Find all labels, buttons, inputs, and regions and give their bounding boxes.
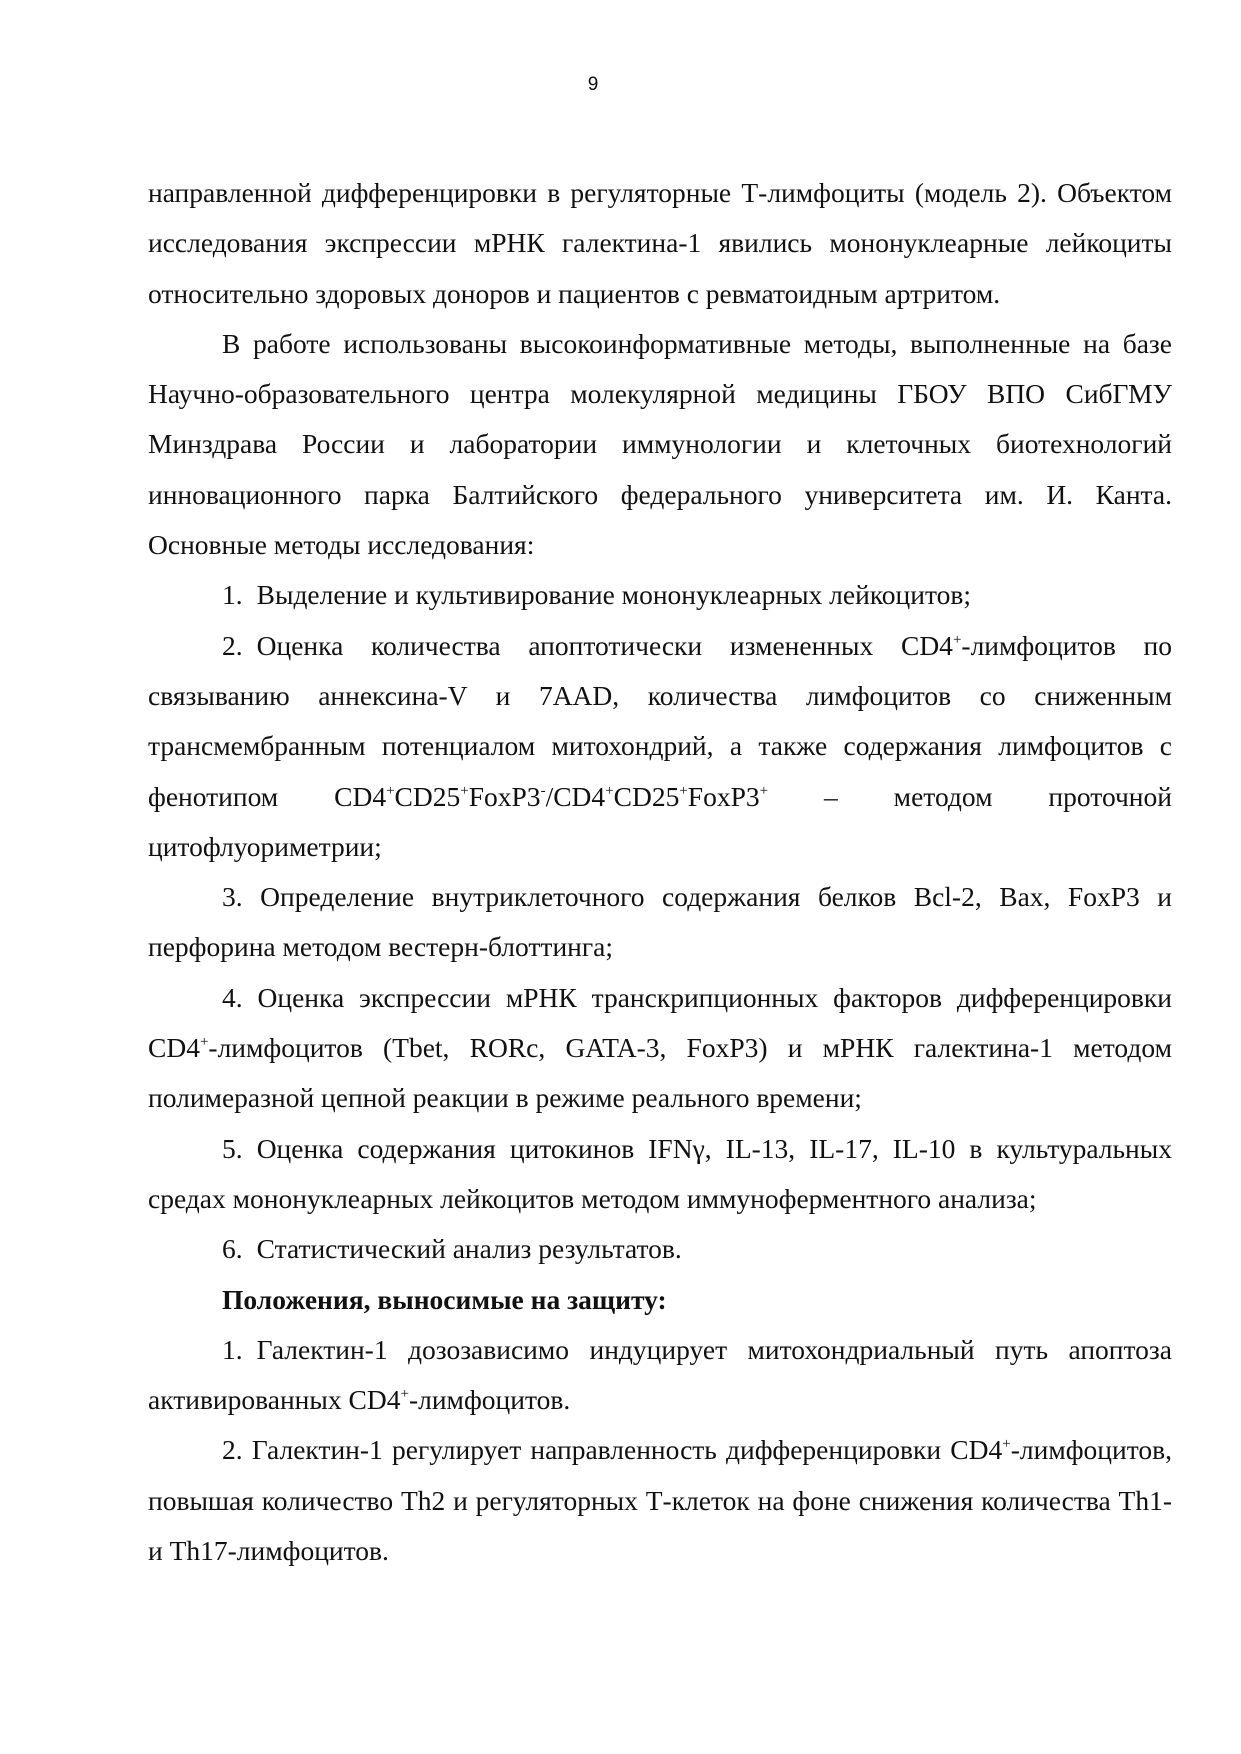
method-5 [148, 1124, 1172, 1225]
superscript-plus: + [386, 782, 395, 799]
method-1 [148, 570, 1172, 620]
method-2-text-3: CD25 [394, 780, 461, 812]
thesis-1-text-1: Галектин-1 дозозависимо индуцирует митохондриальный путь апоптоза активированных CD4 [148, 1333, 1172, 1416]
page-number: 9 [587, 74, 599, 95]
thesis-2-text-2: -лимфоцитов, повышая количество Th2 и регуляторных Т-клеток на фоне снижения количества Th1- и Th17-лимфоцитов. [148, 1434, 1173, 1567]
method-2-text-5: /CD4 [545, 780, 606, 812]
superscript-plus: + [952, 631, 962, 648]
method-2-text-1: Оценка количества апоптотически измененных CD4 [256, 629, 953, 661]
thesis-1-number: 1. [222, 1333, 243, 1365]
superscript-plus: + [1002, 1436, 1011, 1453]
paragraph-2: В работе использованы высокоинформативные методы, выполненные на базе Научно-образовательного центра молекулярной медицины ГБОУ ВПО СибГМУ Минздрава России и лаборатории иммунологии и клеточных биотехнологий инновационного парка Балтийского федерального университета им. И. Канта. Основные методы исследования: [148, 327, 1172, 561]
method-3-text: Определение внутриклеточного содержания белков Bcl-2, Bax, FoxP3 и перфорина методом вестерн-блоттинга; [148, 881, 1172, 963]
superscript-plus: + [460, 782, 469, 799]
body-text [148, 168, 1172, 1576]
paragraph-1: направленной дифференцировки в регуляторные Т-лимфоциты (модель 2). Объектом исследования экспрессии мРНК галектина-1 явились мононуклеарные лейкоциты относительно здоровых доноров и пациентов с ревматоидным артритом. [148, 177, 1172, 309]
method-3-number: 3. [222, 881, 243, 913]
superscript-plus: + [759, 782, 769, 799]
superscript-plus: + [605, 782, 614, 799]
thesis-2-text-1: Галектин-1 регулирует направленность дифференцировки CD4 [251, 1434, 1003, 1466]
method-6-text: Статистический анализ результатов. [256, 1233, 682, 1265]
superscript-plus: + [400, 1386, 409, 1403]
method-6-number: 6. [222, 1233, 243, 1265]
method-5-number: 5. [222, 1132, 243, 1164]
method-6 [148, 1224, 1172, 1274]
method-4-number: 4. [222, 981, 243, 1013]
method-2-text-4: FoxP3 [468, 780, 541, 812]
thesis-2 [148, 1425, 1172, 1576]
method-1-number: 1. [222, 579, 243, 611]
method-1-text: Выделение и культивирование мононуклеарных лейкоцитов; [256, 579, 971, 611]
method-3 [148, 872, 1172, 973]
method-2-text-8: – методом проточной цитофлуориметрии; [148, 780, 1172, 862]
method-2-text-7: FoxP3 [687, 780, 760, 812]
method-2 [148, 621, 1172, 872]
method-4-text-2: -лимфоцитов (Tbet, RORc, GATA-3, FoxP3) и мРНК галектина-1 методом полимеразной цепной реакции в режиме реального времени; [148, 1032, 1172, 1114]
thesis-1-text-2: -лимфоцитов. [408, 1384, 571, 1416]
method-2-number: 2. [222, 629, 243, 661]
method-5-text: Оценка содержания цитокинов IFNγ, IL-13, IL-17, IL-10 в культуральных средах мононуклеарных лейкоцитов методом иммуноферментного анализа; [148, 1132, 1173, 1214]
theses-heading: Положения, выносимые на защиту: [222, 1283, 667, 1315]
method-2-text-2: -лимфоцитов по связыванию аннексина-V и 7AAD, количества лимфоцитов со сниженным трансмембранным потенциалом митохондрий, а также содержания лимфоцитов с фенотипом CD4 [148, 629, 1173, 812]
superscript-minus: - [540, 782, 546, 799]
superscript-plus: + [679, 782, 688, 799]
method-2-text-6: CD25 [613, 780, 680, 812]
method-4-text-1: Оценка экспрессии мРНК транскрипционных факторов дифференцировки CD4 [148, 981, 1172, 1064]
thesis-2-number: 2. [222, 1434, 243, 1466]
method-4 [148, 973, 1172, 1124]
superscript-plus: + [199, 1034, 209, 1051]
thesis-1 [148, 1325, 1172, 1426]
